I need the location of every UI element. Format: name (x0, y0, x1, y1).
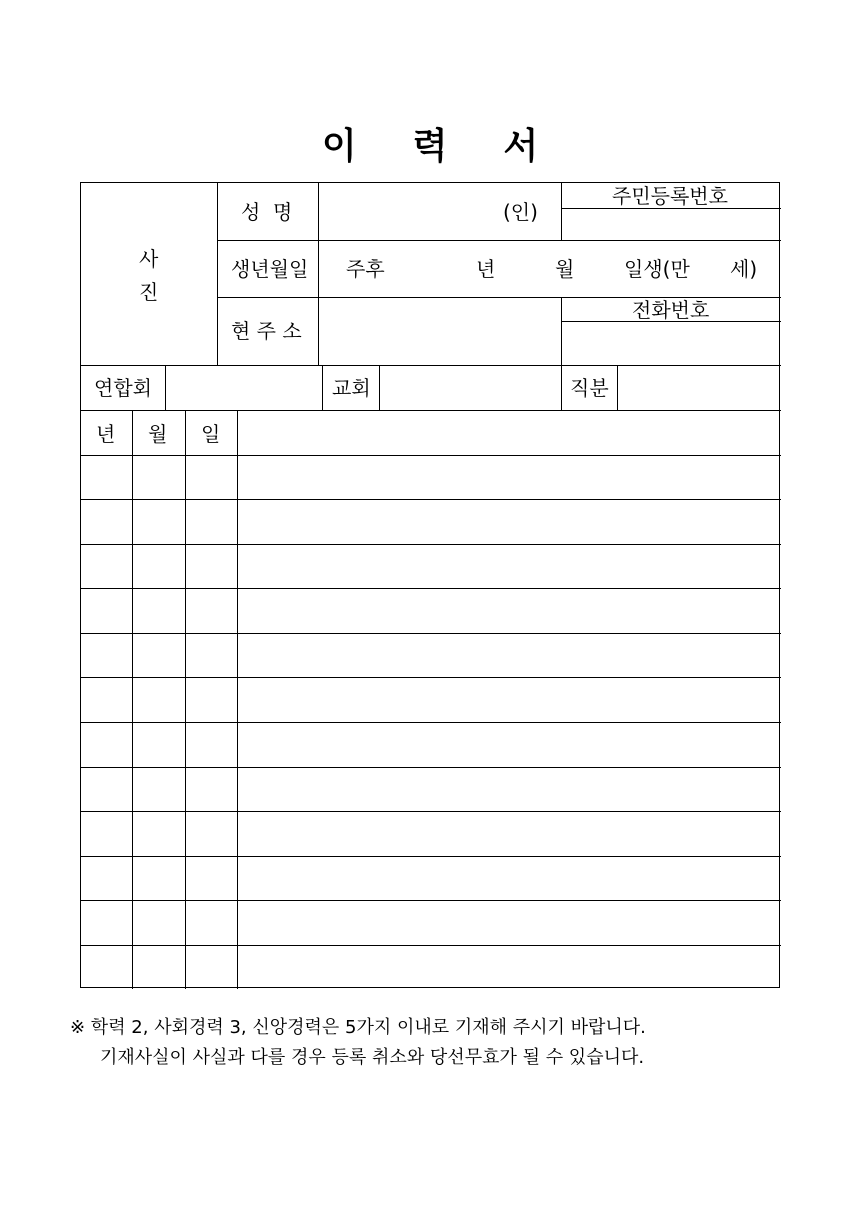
federation-label: 연합회 (94, 376, 152, 400)
phone-field[interactable] (562, 322, 781, 365)
position-field[interactable] (618, 366, 781, 410)
address-field[interactable] (319, 298, 561, 365)
birth-month-text: 월 (555, 257, 575, 281)
position-label: 직분 (570, 376, 609, 400)
history-col-year: 년 (96, 422, 116, 446)
birth-era-text: 주후 (346, 257, 385, 281)
photo-label: 진 (139, 280, 159, 304)
title-char: 력 (412, 126, 448, 167)
birth-day-age-text: 일생(만 (624, 257, 690, 281)
resident-number-field[interactable] (562, 209, 781, 240)
church-field[interactable] (380, 366, 561, 410)
phone-label: 전화번호 (632, 298, 710, 322)
birth-age-end-text: 세) (730, 257, 758, 281)
history-col-month: 월 (148, 422, 168, 446)
note-line-1: ※ 학력 2, 사회경력 3, 신앙경력은 5가지 이내로 기재해 주시기 바랍니다. (70, 1017, 646, 1038)
church-label: 교회 (332, 376, 371, 400)
history-col-day: 일 (201, 422, 221, 446)
note-line-2: 기재사실이 사실과 다를 경우 등록 취소와 당선무효가 될 수 있습니다. (100, 1047, 645, 1068)
document-title (0, 118, 860, 169)
title-char: 서 (503, 126, 539, 167)
photo-label: 사 (139, 247, 159, 271)
photo-area[interactable] (81, 183, 217, 365)
birth-date-label: 생년월일 (231, 257, 309, 281)
birth-year-text: 년 (476, 257, 496, 281)
resume-form-table (80, 182, 780, 988)
resident-number-label: 주민등록번호 (612, 184, 728, 208)
seal-mark: (인) (503, 200, 538, 224)
title-char: 이 (321, 126, 357, 167)
name-label: 성 명 (241, 200, 293, 224)
federation-field[interactable] (166, 366, 322, 410)
address-label: 현 주 소 (231, 319, 302, 343)
